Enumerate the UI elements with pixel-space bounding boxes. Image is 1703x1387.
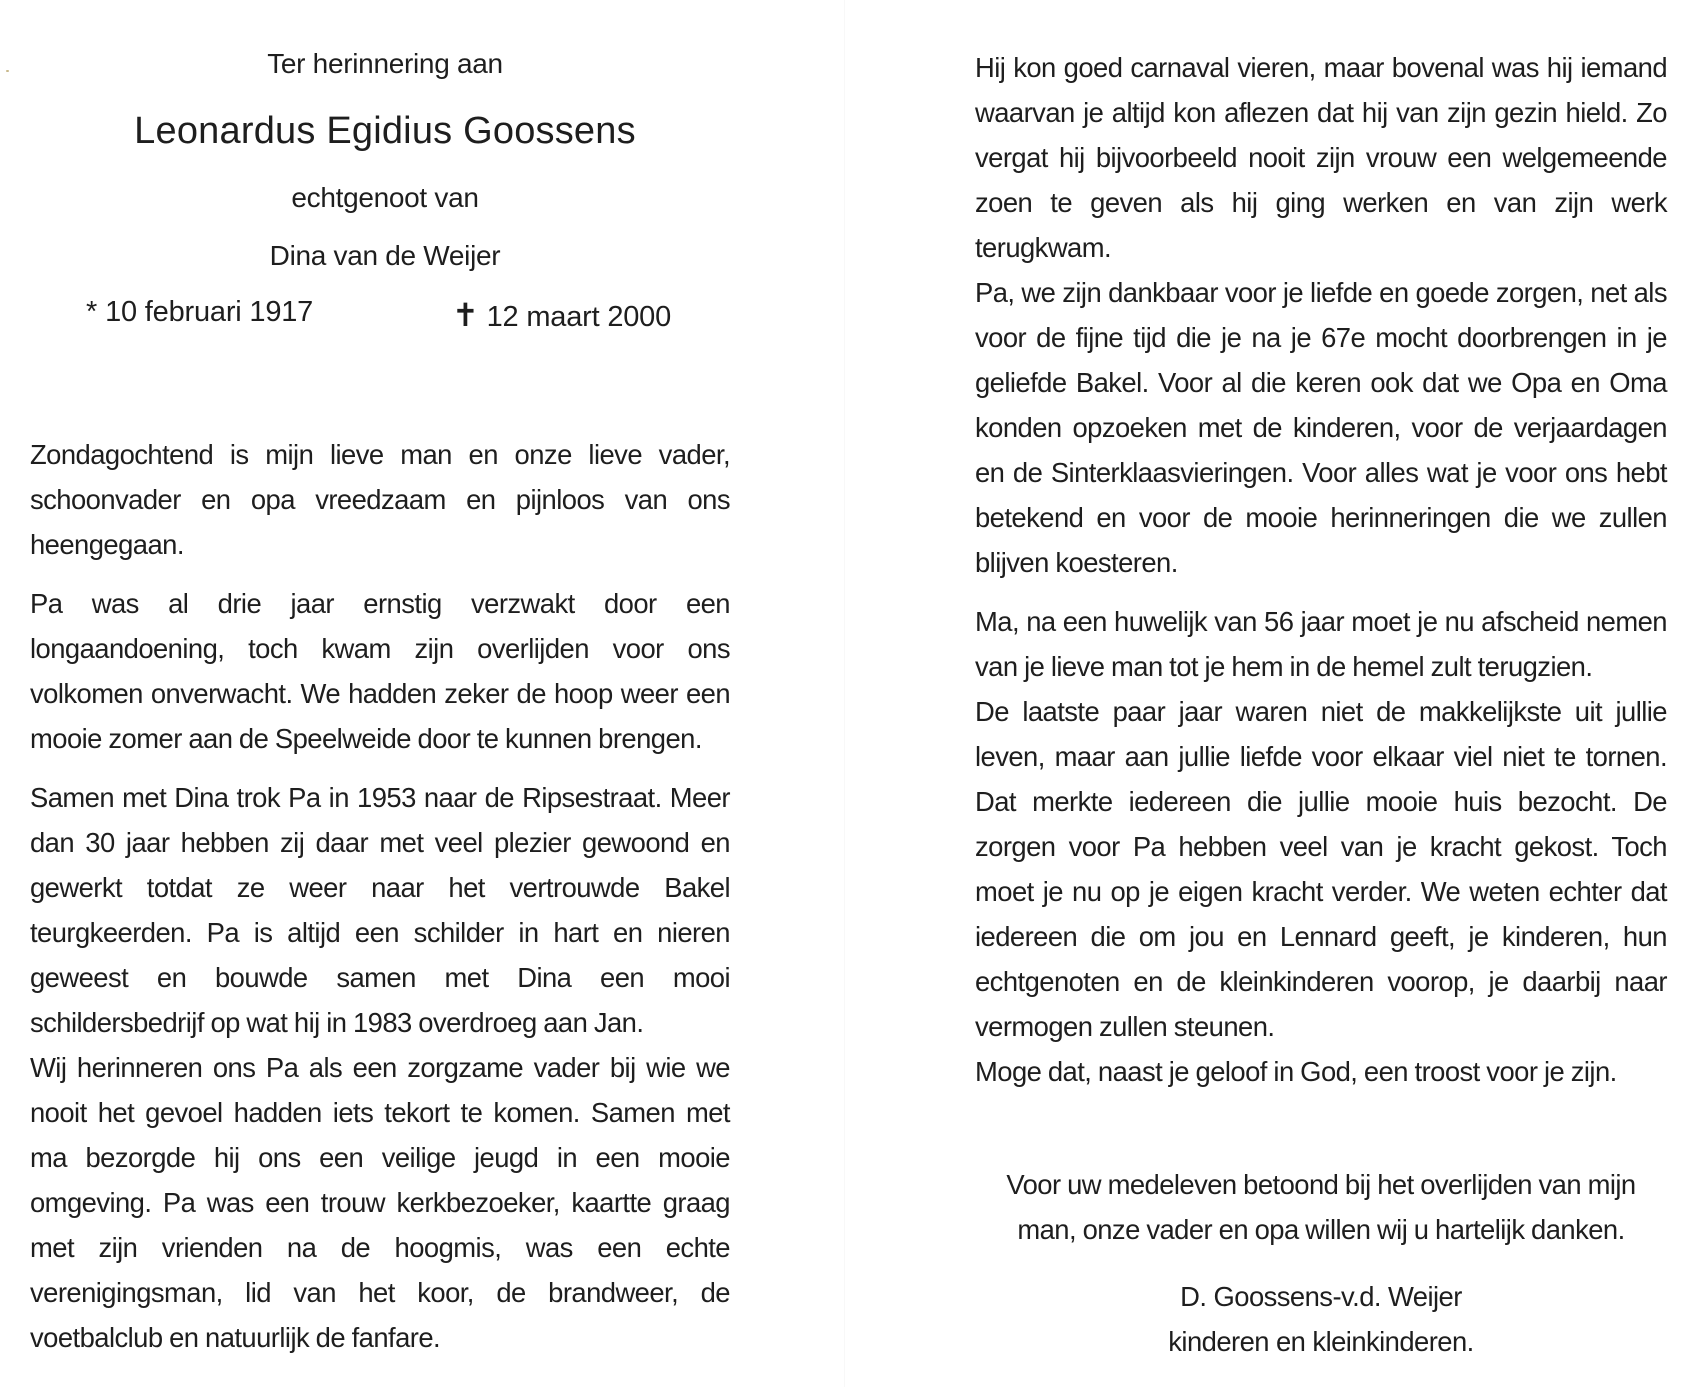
left-body-text <box>30 432 730 1360</box>
paragraph: Wij herinneren ons Pa als een zorgzame vader bij wie we nooit het gevoel hadden iets tekort te komen. Samen met ma bezorgde hij ons een veilige jeugd in een mooie omgeving. Pa was een trouw kerkbezoeker, kaartte graag met zijn vrienden na de hoogmis, was een echte verenigingsman, lid van het koor, de brandweer, de voetbalclub en natuurlijk de fanfare. <box>30 1052 730 1353</box>
paragraph: Pa, we zijn dankbaar voor je liefde en goede zorgen, net als voor de fijne tijd die je na je 67e mocht doorbrengen in je geliefde Bakel. Voor al die keren ook dat we Opa en Oma konden opzoeken met de kinderen, voor de verjaardagen en de Sinterklaasvieringen. Voor alles wat je voor ons hebt betekend en voor de mooie herinneringen die we zullen blijven koesteren. <box>975 277 1667 578</box>
memorial-intro: Ter herinnering aan <box>267 48 503 79</box>
paper-speck <box>6 70 9 72</box>
paragraph: Ma, na een huwelijk van 56 jaar moet je nu afscheid nemen van je lieve man tot je hem in de hemel zult terugzien. <box>975 606 1667 682</box>
paragraph: Zondagochtend is mijn lieve man en onze lieve vader, schoonvader en opa vreedzaam en pijnloos van ons heengegaan. <box>30 439 730 560</box>
signature <box>975 1274 1667 1364</box>
death-date: 12 maart 2000 <box>486 301 672 333</box>
left-page <box>0 0 845 1387</box>
paragraph: De laatste paar jaar waren niet de makkelijkste uit jullie leven, maar aan jullie liefde voor elkaar viel niet te tornen. Dat merkte iedereen die jullie mooie huis bezocht. De zorgen voor Pa hebben veel van je kracht gekost. Toch moet je nu op je eigen kracht verder. We weten echter dat iedereen die om jou en Lennard geeft, je kinderen, hun echtgenoten en de kleinkinderen voorop, je daarbij naar vermogen zullen steunen. <box>975 696 1667 1042</box>
birth-date: 10 februari 1917 <box>105 296 314 328</box>
deceased-name: Leonardus Egidius Goossens <box>134 110 636 152</box>
thanks-line: Voor uw medeleven betoond bij het overlijden van mijn <box>1006 1169 1636 1200</box>
birth-date-line <box>86 296 313 329</box>
paragraph: Pa was al drie jaar ernstig verzwakt door een longaandoening, toch kwam zijn overlijden voor ons volkomen onverwacht. We hadden zeker de hoop weer een mooie zomer aan de Speelweide door te kunnen brengen. <box>30 588 730 754</box>
spouse-name: Dina van de Weijer <box>269 240 501 271</box>
birth-star-icon: * <box>86 296 98 328</box>
relation-label: echtgenoot van <box>291 182 479 213</box>
paragraph: Samen met Dina trok Pa in 1953 naar de Ripsestraat. Meer dan 30 jaar hebben zij daar met veel plezier gewoond en gewerkt totdat ze weer naar het vertrouwde Bakel teurgkeerden. Pa is altijd een schilder in hart en nieren geweest en bouwde samen met Dina een mooi schildersbedrijf op wat hij in 1983 overdroeg aan Jan. <box>30 782 730 1038</box>
right-body-text <box>975 45 1667 1094</box>
death-cross-icon: ✝ <box>452 297 479 333</box>
thanks-line: man, onze vader en opa willen wij u hartelijk danken. <box>1017 1214 1625 1245</box>
signature-family: kinderen en kleinkinderen. <box>1168 1326 1474 1357</box>
death-date-line <box>452 296 671 334</box>
paragraph: Moge dat, naast je geloof in God, een troost voor je zijn. <box>975 1056 1617 1087</box>
paragraph: Hij kon goed carnaval vieren, maar bovenal was hij iemand waarvan je altijd kon aflezen dat hij van zijn gezin hield. Zo vergat hij bijvoorbeeld nooit zijn vrouw een welgemeende zoen te geven als hij ging werken en van zijn werk terugkwam. <box>975 52 1667 263</box>
thanks-text <box>975 1162 1667 1252</box>
signature-name: D. Goossens-v.d. Weijer <box>1180 1281 1462 1312</box>
